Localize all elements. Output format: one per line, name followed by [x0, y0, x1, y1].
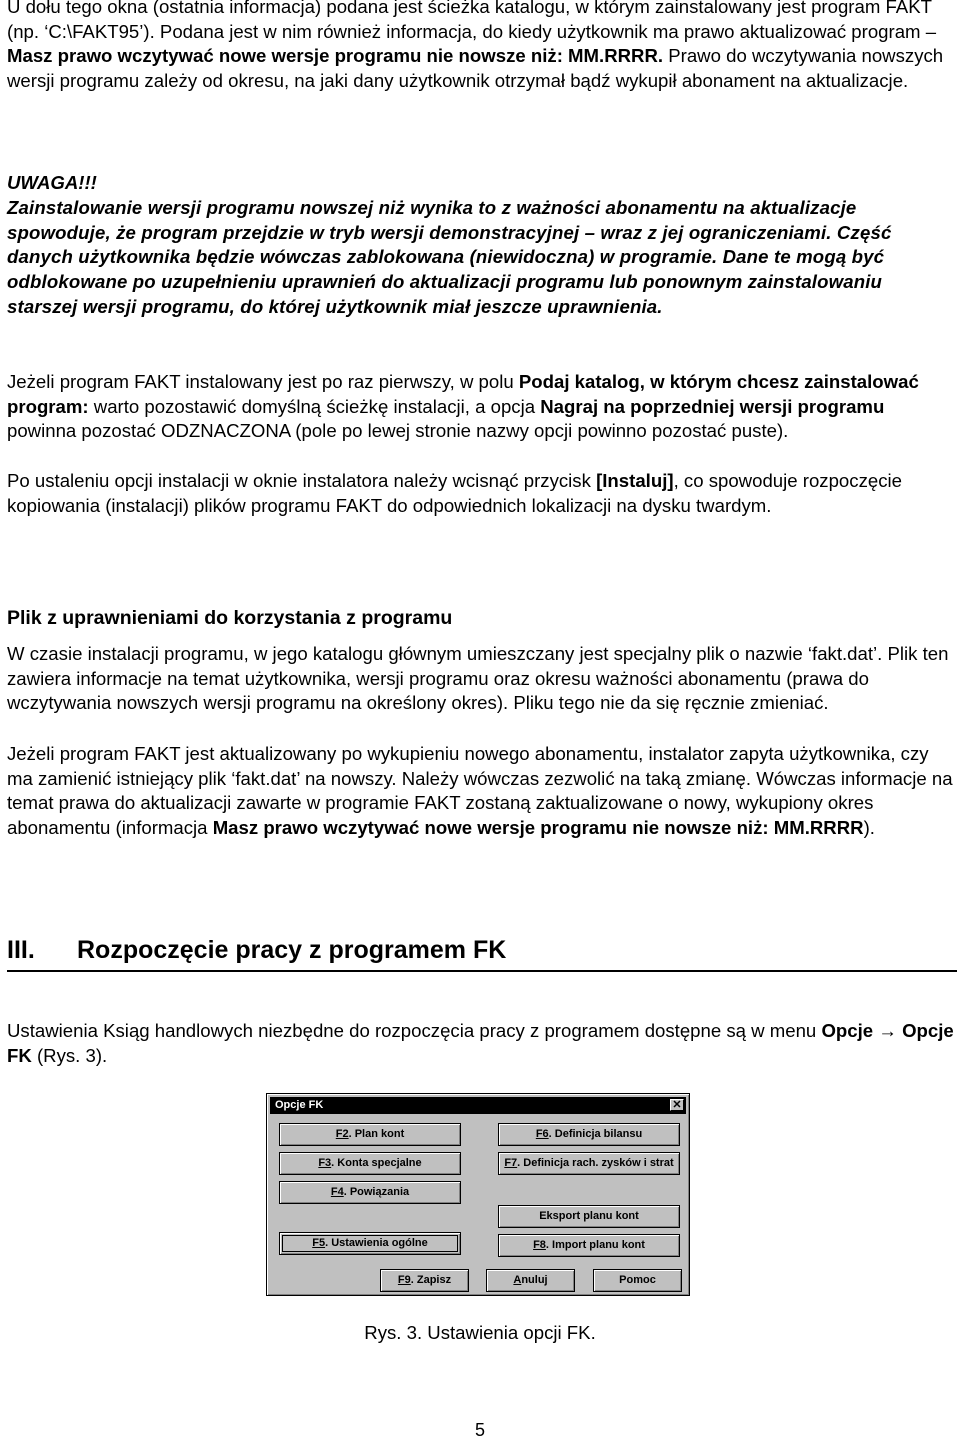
definicja-bilansu-button[interactable]: F6. Definicja bilansu [498, 1123, 680, 1146]
warning-title: UWAGA!!! [7, 172, 97, 193]
settings-paragraph: Ustawienia Ksiąg handlowych niezbędne do rozpoczęcia pracy z programem dostępne są w menu Opcje → Opcje FK (Rys. 3). [7, 1020, 954, 1066]
warning-text: Zainstalowanie wersji programu nowszej niż wynika to z ważności abonamentu na aktualizacje spowoduje, że program przejdzie w tryb wersji demonstracyjnej – wraz z jej ograniczeniami. Część danych użytkownika będzie wówczas zablokowana (niewidoczna) w programie. Dane te mogą być odblokowane po uzupełnieniu uprawnień do aktualizacji programu lub ponownym zainstalowaniu starszej wersji programu, do której użytkownik miał jeszcze uprawnienia. [7, 197, 892, 317]
license-update-paragraph: Jeżeli program FAKT jest aktualizowany po wykupieniu nowego abonamentu, instalator zapyta użytkownika, czy ma zamienić istniejący plik ‘fakt.dat’ na nowszy. Należy wówczas zezwolić na taką zmianę. Wówczas informacje na temat prawa do aktualizacji zawarte w programie FAKT zostaną zaktualizowane o nowy, wykupiony okres abonamentu (informacja Masz prawo wczytywać nowe wersje programu nie nowsze niż: MM.RRRR). [7, 743, 953, 839]
opcje-fk-dialog [266, 1093, 690, 1296]
powiazania-button[interactable]: F4. Powiązania [279, 1181, 461, 1204]
page-number: 5 [474, 1420, 485, 1440]
plan-kont-button[interactable]: F2. Plan kont [279, 1123, 461, 1146]
section-heading: Plik z uprawnieniami do korzystania z programu [7, 607, 453, 629]
figure-caption: Rys. 3. Ustawienia opcji FK. [364, 1322, 596, 1343]
chapter-title: Rozpoczęcie pracy z programem FK [77, 936, 507, 964]
pomoc-button[interactable]: Pomoc [593, 1269, 682, 1292]
eksport-planu-kont-button[interactable]: Eksport planu kont [498, 1205, 680, 1228]
install-button-paragraph: Po ustaleniu opcji instalacji w oknie instalatora należy wcisnąć przycisk [Instaluj], co spowoduje rozpoczęcie kopiowania (instalacji) plików programu FAKT do odpowiednich lokalizacji na dysku twardym. [7, 470, 902, 516]
import-planu-kont-button[interactable]: F8. Import planu kont [498, 1234, 680, 1257]
intro-paragraph: U dołu tego okna (ostatnia informacja) podana jest ścieżka katalogu, w którym zainstalowany jest program FAKT (np. ‘C:\FAKT95’). Podana jest w nim również informacja, do kiedy użytkownik ma prawo aktualizować program – Masz prawo wczytywać nowe wersje programu nie nowsze niż: MM.RRRR. Prawo do wczytywania nowszych wersji programu zależy od okresu, na jaki dany użytkownik otrzymał bądź wykupił abonament na aktualizacje. [7, 0, 944, 92]
dialog-title: Opcje FK [275, 1099, 324, 1111]
chapter-heading [7, 936, 957, 972]
ustawienia-ogolne-button[interactable]: F5. Ustawienia ogólne [279, 1232, 461, 1255]
license-file-paragraph: W czasie instalacji programu, w jego katalogu głównym umieszczany jest specjalny plik o nazwie ‘fakt.dat’. Plik ten zawiera informacje na temat użytkownika, wersji programu oraz okresu ważności abonamentu (prawa do wczytywania nowszych wersji programu na określony okres). Pliku tego nie da się ręcznie zmieniać. [7, 643, 949, 714]
close-icon[interactable]: ✕ [670, 1099, 684, 1111]
zapisz-button[interactable]: F9. Zapisz [380, 1269, 469, 1292]
install-path-paragraph: Jeżeli program FAKT instalowany jest po raz pierwszy, w polu Podaj katalog, w którym chcesz zainstalować program: warto pozostawić domyślną ścieżkę instalacji, a opcja Nagraj na poprzedniej wersji programu powinna pozostać ODZNACZONA (pole po lewej stronie nazwy opcji powinno pozostać puste). [7, 371, 919, 442]
definicja-rach-zyskow-button[interactable]: F7. Definicja rach. zysków i strat [498, 1152, 680, 1175]
anuluj-button[interactable]: Anuluj [486, 1269, 575, 1292]
konta-specjalne-button[interactable]: F3. Konta specjalne [279, 1152, 461, 1175]
chapter-number: III. [7, 936, 35, 964]
dialog-titlebar [270, 1097, 686, 1114]
